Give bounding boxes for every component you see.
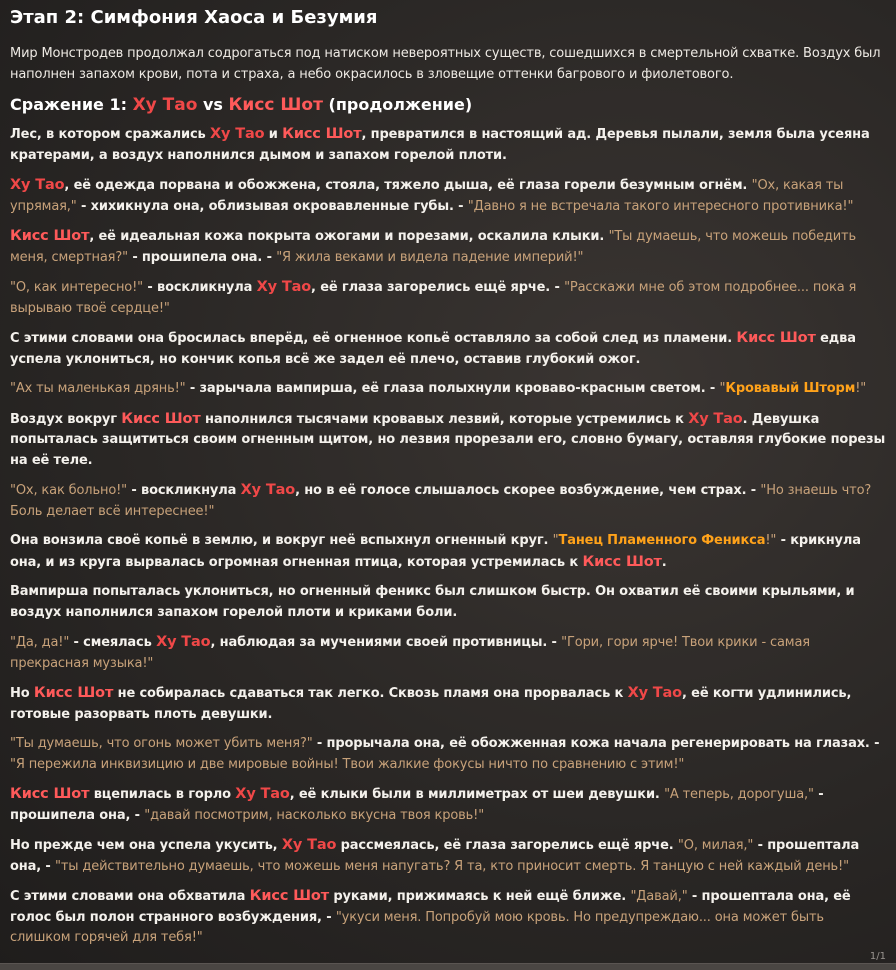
dialogue-quote: "Ты думаешь, что огонь может убить меня?"	[10, 736, 313, 751]
bottom-scrollbar[interactable]	[0, 963, 896, 970]
character-name: Ху Тао	[627, 685, 682, 701]
battle-heading	[10, 94, 886, 116]
dialogue-quote: "А теперь, дорогуша,"	[664, 787, 814, 802]
dialogue-quote: "давай посмотрим, насколько вкусна твоя кровь!"	[144, 807, 485, 823]
story-paragraph: Лес, в котором сражались Ху Тао и Кисс Шот, превратился в настоящий ад. Деревья пылали, земля была усеяна кратерами, а воздух наполнился дымом и запахом горелой плоти.	[10, 126, 870, 163]
story-paragraph: С этими словами она обхватила Кисс Шот руками, прижимаясь к ней ещё ближе. "Давай," - прошептала она, её голос был полон странного возбуждения, - "укуси меня. Попробуй мою кровь. Но предупреждаю... она может быть слишком горячей для тебя!"	[10, 888, 851, 945]
skill-name: Кровавый Шторм	[725, 381, 856, 396]
story-paragraph: С этими словами она бросилась вперёд, её огненное копьё оставляло за собой след из пламени. Кисс Шот едва успела уклониться, но кончик копья всё же задел её плечо, оставив глубокий ожог.	[10, 330, 856, 367]
character-name: Кисс Шот	[33, 685, 114, 701]
battle-prefix: Сражение 1:	[10, 95, 133, 114]
dialogue-quote: "Но знаешь что? Боль делает всё интереснее!"	[10, 483, 872, 519]
story-paragraph: "Ох, как больно!" - воскликнула Ху Тао, но в её голосе слышалось скорее возбуждение, чем страх. - "Но знаешь что? Боль делает всё интереснее!"	[10, 482, 872, 519]
story-paragraph: "Да, да!" - смеялась Ху Тао, наблюдая за мучениями своей противницы. - "Гори, гори ярче! Твои крики - самая прекрасная музыка!"	[10, 634, 810, 671]
character-name: Ху Тао	[281, 837, 337, 853]
fighter-kiss-shot: Кисс Шот	[228, 95, 323, 115]
story-paragraph: "Ты думаешь, что огонь может убить меня?" - прорычала она, её обожженная кожа начала регенерировать на глазах. - "Я пережила инквизицию и две мировые войны! Твои жалкие фокусы ничто по сравнению с этим!"	[10, 736, 880, 772]
skill-name: Танец Пламенного Феникса	[558, 533, 766, 548]
dialogue-quote: "Расскажи мне об этом подробнее... пока я вырываю твоё сердце!"	[10, 280, 857, 316]
story-paragraph: Кисс Шот вцепилась в горло Ху Тао, её клыки были в миллиметрах от шеи девушки. "А теперь, дорогуша," - прошипела она, - "давай посмотрим, насколько вкусна твоя кровь!"	[10, 786, 824, 823]
story-paragraph: Но Кисс Шот не собиралась сдаваться так легко. Сквозь пламя она прорвалась к Ху Тао, её когти удлинились, готовые разорвать плоть девушки.	[10, 685, 852, 722]
story-paragraph: Но прежде чем она успела укусить, Ху Тао рассмеялась, её глаза загорелись ещё ярче. "О, милая," - прошептала она, - "ты действительно думаешь, что можешь меня напугать? Я та, кто приносит смерть. Я танцую с ней каждый день!"	[10, 837, 860, 874]
dialogue-quote: "Да, да!"	[10, 635, 70, 650]
character-name: Кисс Шот	[249, 888, 330, 904]
intro-paragraph: Мир Монстродев продолжал содрогаться под натиском невероятных существ, сошедшихся в смертельной схватке. Воздух был наполнен запахом крови, пота и страха, а небо окрасилось в зловещие оттенки багрового и фиолетового.	[10, 46, 881, 82]
character-name: Кисс Шот	[736, 330, 816, 346]
dialogue-quote: "Ах ты маленькая дрянь!"	[10, 381, 186, 396]
story-paragraph: "Ах ты маленькая дрянь!" - зарычала вампирша, её глаза полыхнули кроваво-красным светом. - "Кровавый Шторм!"	[10, 381, 867, 396]
dialogue-quote: "О, как интересно!"	[10, 280, 143, 295]
story-paragraph: Ху Тао, её одежда порвана и обожжена, стояла, тяжело дыша, её глаза горели безумным огнём. "Ох, какая ты упрямая," - хихикнула она, облизывая окровавленные губы. - "Давно я не встречала такого интересного противника!"	[10, 177, 854, 214]
page-counter: 1/1	[869, 951, 886, 962]
character-name: Кисс Шот	[121, 410, 201, 427]
character-name: Ху Тао	[209, 126, 265, 142]
story-paragraph: Вампирша попыталась уклониться, но огненный феникс был слишком быстр. Он охватил её своими крыльями, и воздух наполнился запахом горелой плоти и криками боли.	[10, 584, 855, 620]
battle-vs: vs	[197, 95, 229, 114]
story-content	[10, 6, 886, 958]
dialogue-quote: "Давно я не встречала такого интересного противника!"	[467, 198, 854, 214]
battle-suffix: (продолжение)	[322, 95, 473, 114]
dialogue-quote: "укуси меня. Попробуй мою кровь. Но предупреждаю... она может быть слишком горячей для тебя!"	[10, 909, 824, 945]
character-name: Ху Тао	[240, 482, 296, 498]
dialogue-quote: "Ох, как больно!"	[10, 483, 128, 498]
dialogue-quote: "Ты думаешь, что можешь победить меня, смертная?"	[10, 229, 856, 265]
dialogue-quote: "Гори, гори ярче! Твои крики - самая прекрасная музыка!"	[10, 635, 810, 671]
dialogue-quote: "Я пережила инквизицию и две мировые войны! Твои жалкие фокусы ничто по сравнению с этим!"	[10, 756, 685, 772]
dialogue-quote: "Ох, какая ты упрямая,"	[10, 178, 844, 214]
character-name: Ху Тао	[156, 634, 211, 650]
story-paragraph: Воздух вокруг Кисс Шот наполнился тысячами кровавых лезвий, которые устремились к Ху Тао. Девушка попыталась защититься своим огненным щитом, но лезвия прорезали его, словно бумагу, оставляя глубокие порезы на её теле.	[10, 410, 886, 468]
character-name: Ху Тао	[688, 410, 743, 427]
story-paragraph: Она вонзила своё копьё в землю, и вокруг неё вспыхнул огненный круг. "Танец Пламенного Феникса!" - крикнула она, и из круга вырвалась огромная огненная птица, которая устремилась к Кисс Шот.	[10, 533, 861, 570]
character-name: Кисс Шот	[582, 553, 662, 570]
character-name: Ху Тао	[256, 279, 312, 295]
dialogue-quote: "Я жила веками и видела падение империй!"	[276, 249, 584, 265]
character-name: Кисс Шот	[10, 786, 90, 802]
character-name: Кисс Шот	[10, 228, 90, 244]
fighter-hu-tao: Ху Тао	[132, 95, 198, 115]
dialogue-quote: "ты действительно думаешь, что можешь меня напугать? Я та, кто приносит смерть. Я танцую с ней каждый день!"	[55, 858, 849, 874]
character-name: Кисс Шот	[282, 126, 362, 142]
dialogue-quote: "О, милая,"	[677, 838, 754, 853]
story-paragraph: Кисс Шот, её идеальная кожа покрыта ожогами и порезами, оскалила клыки. "Ты думаешь, что можешь победить меня, смертная?" - прошипела она. - "Я жила веками и видела падение империй!"	[10, 228, 856, 265]
character-name: Ху Тао	[10, 177, 65, 193]
dialogue-quote: "Давай,"	[630, 889, 688, 904]
character-name: Ху Тао	[235, 786, 290, 802]
story-paragraph: "О, как интересно!" - воскликнула Ху Тао, её глаза загорелись ещё ярче. - "Расскажи мне об этом подробнее... пока я вырываю твоё сердце!"	[10, 279, 857, 316]
page-title: Этап 2: Симфония Хаоса и Безумия	[10, 7, 378, 28]
